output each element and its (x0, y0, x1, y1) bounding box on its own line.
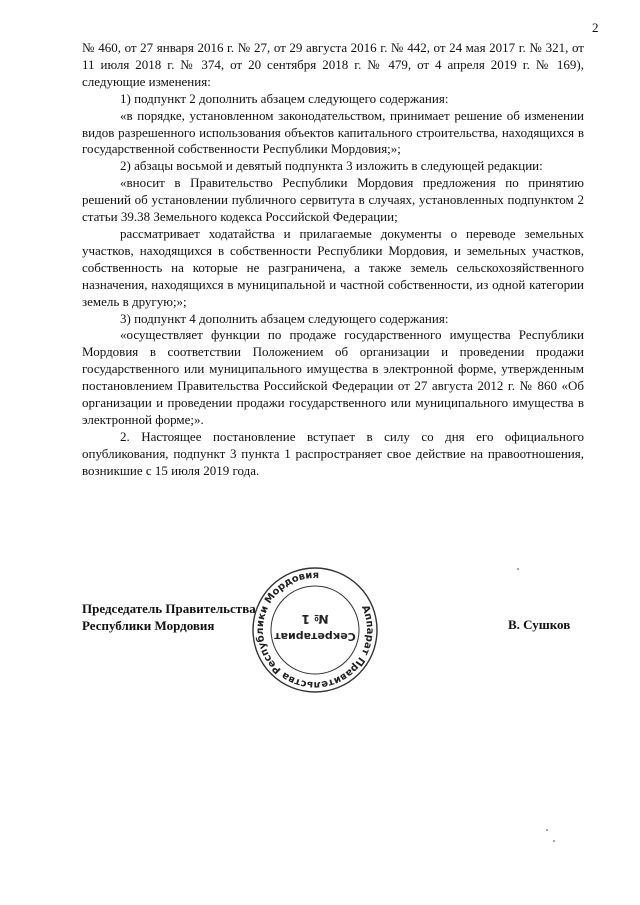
page-number: 2 (592, 20, 599, 35)
paragraph-p-item-1-text: «в порядке, установленном законодательством, принимает решение об изменении видов разрешенного использования объектов капитального строительства, находящихся в государственной собственности Республики Мордовия;»; (82, 107, 584, 157)
svg-text:№ 1: № 1 (301, 612, 329, 626)
scan-speck (553, 840, 555, 842)
document-body (82, 40, 584, 480)
paragraph-p-item-2: 2) абзацы восьмой и девятый подпункта 3 изложить в следующей редакции: (120, 158, 543, 174)
scan-speck (546, 829, 548, 831)
signatory-position (82, 600, 256, 634)
svg-text:Секретариат: Секретариат (274, 630, 356, 643)
svg-text:Аппарат Правительства Республи: Аппарат Правительства Республики Мордовия (254, 569, 376, 691)
signatory-position-line-1: Председатель Правительства (82, 601, 256, 616)
paragraph-p-item-1: 1) подпункт 2 дополнить абзацем следующего содержания: (120, 90, 449, 106)
paragraph-p-effective: 2. Настоящее постановление вступает в силу со дня его официального опубликования, подпункт 3 пункта 1 распространяет свое действие на правоотношения, возникшие с 15 июля 2019 года. (82, 428, 584, 478)
paragraph-p-item-3-text: «осуществляет функции по продаже государственного имущества Республики Мордовия в соответствии Положением об организации и проведении продажи государственного или муниципального имущества в электронной форме, утвержденным постановлением Правительства Российской Федерации от 27 августа 2012 г. № 860 «Об организации и проведении продажи государственного или муниципального имущества в электронной форме;». (82, 327, 584, 427)
paragraph-p-item-2-text-b: рассматривает ходатайства и прилагаемые документы о переводе земельных участков, находящихся в собственности Республики Мордовия, и земельных участков, собственность на которые не разграничена, а также земель сельскохозяйственного назначения, находящихся в муниципальной и частной собственности, из одной категории земель в другую;»; (82, 225, 584, 309)
signatory-name: В. Сушков (508, 617, 571, 632)
paragraph-p-item-3: 3) подпункт 4 дополнить абзацем следующего содержания: (120, 310, 449, 326)
paragraph-p-item-2-text-a: «вносит в Правительство Республики Мордовия предложения по принятию решений об установлении публичного сервитута в случаях, установленных подпунктом 2 статьи 39.38 Земельного кодекса Российской Федерации; (82, 175, 584, 225)
official-seal-stamp (250, 565, 380, 695)
scan-speck (517, 568, 519, 570)
paragraph-p-continuation: № 460, от 27 января 2016 г. № 27, от 29 августа 2016 г. № 442, от 24 мая 2017 г. № 321, от 11 июля 2018 г. № 374, от 20 сентября 2018 г. № 479, от 4 апреля 2019 г. № 169), следующие изменения: (82, 40, 584, 89)
signatory-position-line-2: Республики Мордовия (82, 618, 215, 633)
